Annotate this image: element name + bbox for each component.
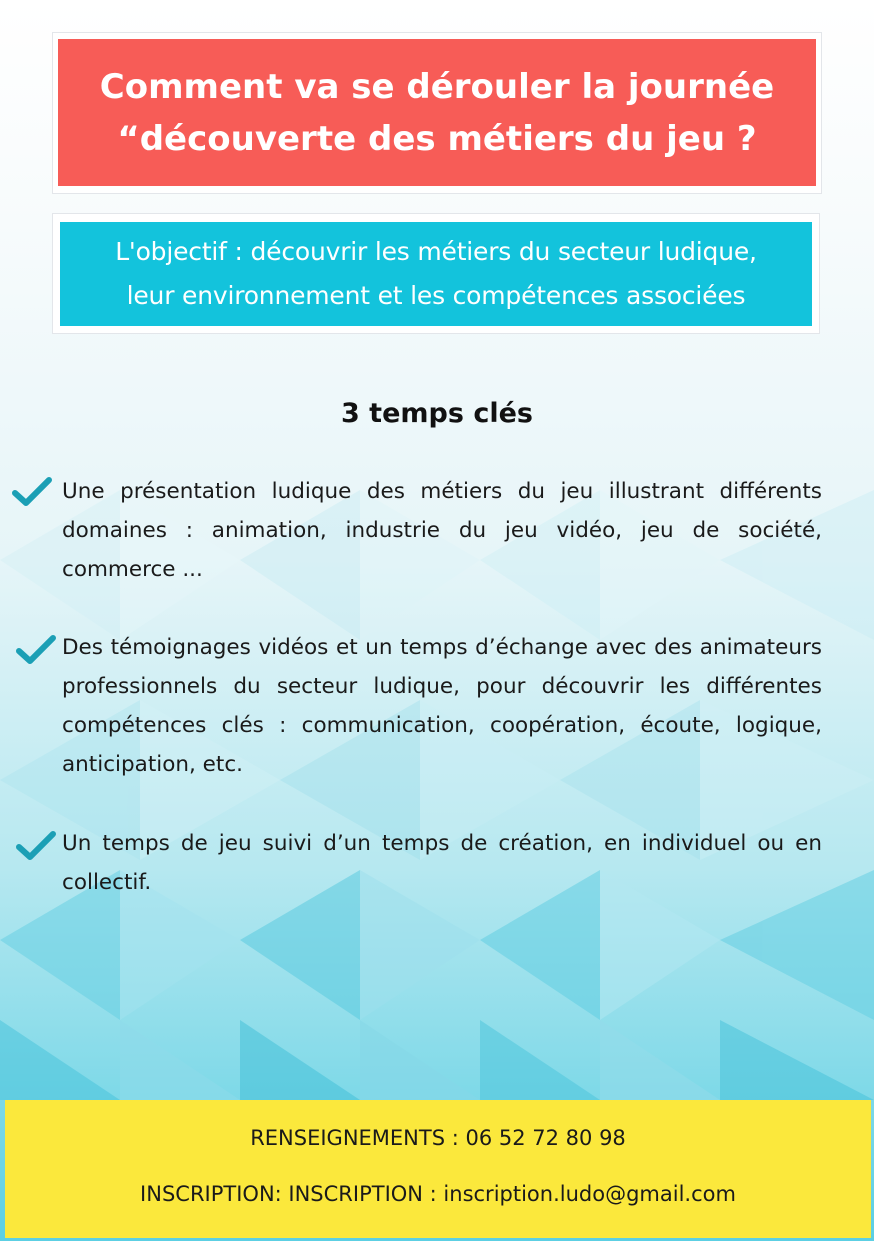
- check-icon: [12, 477, 52, 507]
- section-heading: 3 temps clés: [341, 398, 533, 429]
- check-icon: [16, 635, 56, 665]
- list-item-text: Des témoignages vidéos et un temps d’échange avec des animateurs professionnels du secteur ludique, pour découvrir les différentes compétences clés : communication, coopération, écoute, logique, anticipation, etc.: [62, 635, 822, 777]
- objective-banner: L'objectif : découvrir les métiers du secteur ludique, leur environnement et les compétences associées: [60, 222, 812, 326]
- list-item-text: Un temps de jeu suivi d’un temps de création, en individuel ou en collectif.: [62, 831, 822, 895]
- info-phone: RENSEIGNEMENTS : 06 52 72 80 98: [250, 1126, 626, 1150]
- check-icon: [16, 831, 56, 861]
- list-item-text: Une présentation ludique des métiers du jeu illustrant différents domaines : animation, industrie du jeu vidéo, jeu de société, commerce ...: [62, 479, 822, 582]
- inscription-email[interactable]: INSCRIPTION: INSCRIPTION : inscription.ludo@gmail.com: [140, 1182, 736, 1206]
- footer-banner: [5, 1100, 871, 1238]
- page-title: Comment va se dérouler la journée “découverte des métiers du jeu ?: [58, 39, 816, 186]
